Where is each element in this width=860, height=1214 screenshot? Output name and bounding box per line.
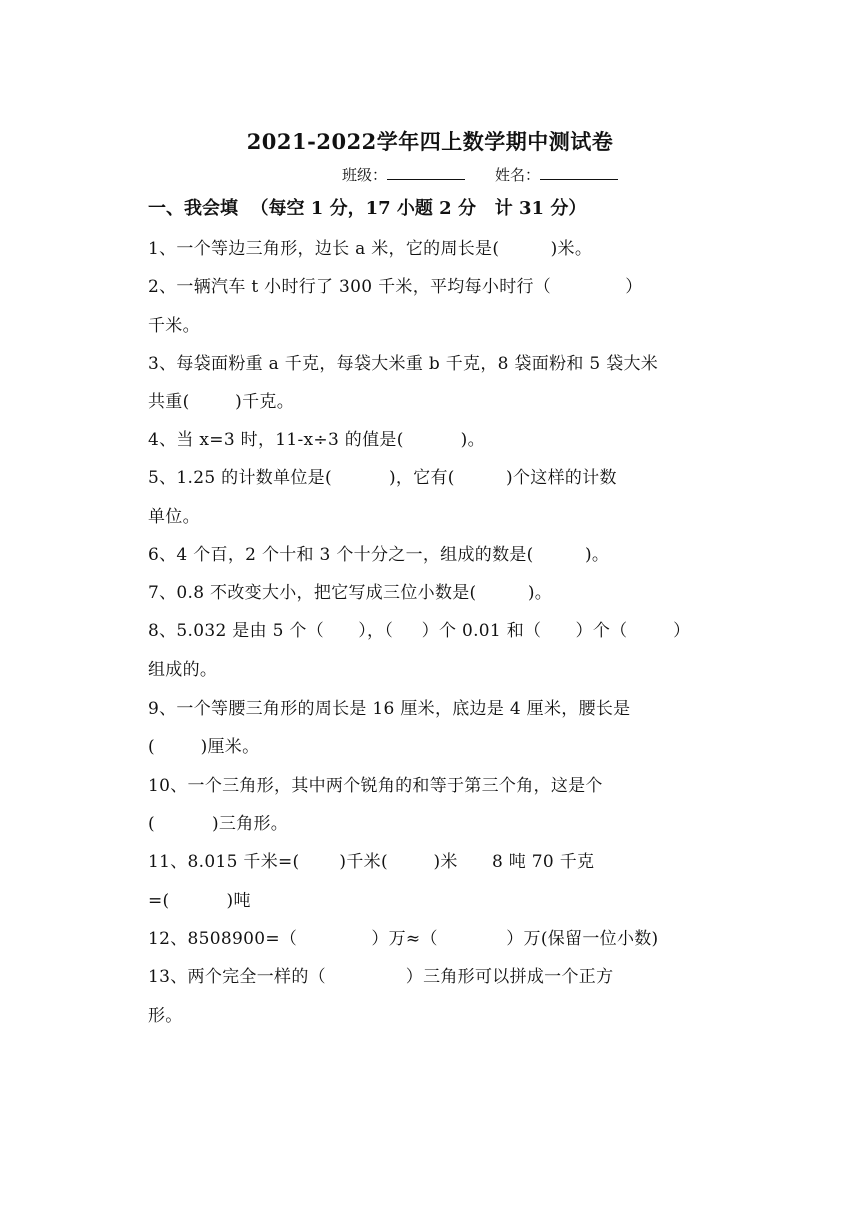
question-line: =( )吨 — [148, 891, 251, 911]
question-line: ( )三角形。 — [148, 814, 289, 834]
question-line: 10、一个三角形，其中两个锐角的和等于第三个角，这是个 — [148, 776, 603, 796]
name-label: 姓名： — [495, 166, 541, 184]
question-line: 4、当 x=3 时，11-x÷3 的值是( )。 — [148, 430, 485, 450]
question-line: ( )厘米。 — [148, 737, 260, 757]
question-line: 组成的。 — [148, 660, 218, 680]
class-label: 班级： — [342, 166, 388, 184]
question-line: 共重( )千克。 — [148, 392, 294, 412]
question-line: 7、0.8 不改变大小，把它写成三位小数是( )。 — [148, 583, 553, 603]
class-blank[interactable] — [387, 165, 465, 180]
question-line: 5、1.25 的计数单位是( )，它有( )个这样的计数 — [148, 468, 617, 488]
name-blank[interactable] — [540, 165, 618, 180]
student-info-row — [342, 164, 618, 185]
question-line: 9、一个等腰三角形的周长是 16 厘米，底边是 4 厘米，腰长是 — [148, 699, 631, 719]
question-line: 11、8.015 千米=( )千米( )米 8 吨 70 千克 — [148, 852, 595, 872]
section-heading: 一、我会填 （每空 1 分，17 小题 2 分 计 31 分） — [148, 198, 587, 219]
question-line: 形。 — [148, 1006, 183, 1026]
question-line: 12、8508900=（ ）万≈（ ）万(保留一位小数) — [148, 929, 659, 949]
question-line: 6、4 个百，2 个十和 3 个十分之一，组成的数是( )。 — [148, 545, 610, 565]
question-line: 3、每袋面粉重 a 千克，每袋大米重 b 千克，8 袋面粉和 5 袋大米 — [148, 354, 659, 374]
question-line: 1、一个等边三角形，边长 a 米，它的周长是( )米。 — [148, 239, 593, 259]
question-line: 千米。 — [148, 316, 200, 336]
question-line: 单位。 — [148, 507, 200, 527]
question-line: 2、一辆汽车 t 小时行了 300 千米，平均每小时行（ ） — [148, 277, 643, 297]
question-line: 13、两个完全一样的（ ）三角形可以拼成一个正方 — [148, 967, 614, 987]
exam-title: 2021-2022学年四上数学期中测试卷 — [246, 129, 614, 154]
question-line: 8、5.032 是由 5 个（ ），（ ）个 0.01 和（ ）个（ ） — [148, 621, 691, 641]
